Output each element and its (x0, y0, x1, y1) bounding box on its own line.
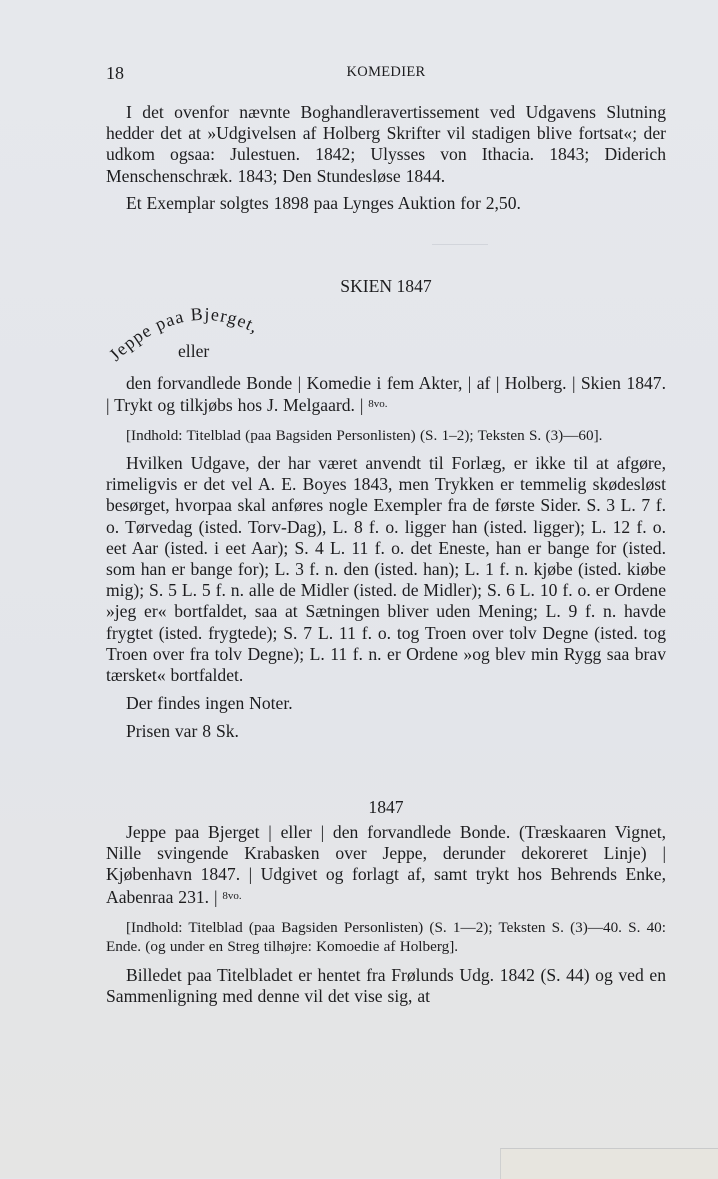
eller-line: eller (178, 341, 210, 361)
skien-section (106, 373, 666, 743)
skien-contents-note: [Indhold: Titelblad (paa Bagsiden Personlisten) (S. 1–2); Teksten S. (3)—60]. (126, 427, 603, 445)
1847-title-description (106, 822, 666, 908)
intro-paragraph-1: I det ovenfor nævnte Boghandleravertissement ved Udgavens Slutning hedder det at »Udgivelsen af Holberg Skrifter vil stadigen blive fortsat«; der udkom ogsaa: Julestuen. 1842; Ulysses von Ithacia. 1843; Diderich Menschenschræk. 1843; Den Stundesløse 1844. (106, 102, 666, 186)
section-1847 (106, 822, 666, 1007)
running-head (106, 63, 666, 87)
intro-section (106, 102, 666, 214)
skien-format: 8vo. (368, 398, 388, 411)
section-divider (432, 244, 488, 245)
skien-paragraph-3: Prisen var 8 Sk. (126, 721, 239, 742)
intro-paragraph-2: Et Exemplar solgtes 1898 paa Lynges Auktion for 2,50. (126, 192, 521, 213)
skien-paragraph-2: Der findes ingen Noter. (126, 693, 293, 714)
1847-paragraph-1: Billedet paa Titelbladet er hentet fra Frølunds Udg. 1842 (S. 44) og ved en Sammenligning med denne vil det vise sig, at (106, 964, 666, 1007)
1847-format: 8vo. (222, 889, 242, 902)
1847-contents-note: [Indhold: Titelblad (paa Bagsiden Personlisten) (S. 1—2); Teksten S. (3)—40. S. 40: Ende. (og under en Streg tilhøjre: Komoedie af Holberg]. (106, 918, 666, 956)
running-title: KOMEDIER (346, 64, 426, 80)
1847-title-line: Jeppe paa Bjerget | eller | den forvandlede Bonde. (Træskaaren Vignet, Nille svingende Krabasken over Jeppe, derunder dekoreret Linje) | Kjøbenhavn 1847. | Udgivet og forlagt af, samt trykt hos Behrends Enke, Aabenraa 231. | (106, 822, 666, 907)
skien-title-description (106, 373, 666, 416)
section-heading-1847: 1847 (368, 797, 404, 817)
page-edge-underlay (500, 1148, 718, 1179)
skien-paragraph-1: Hvilken Udgave, der har været anvendt til Forlæg, er ikke til at afgøre, rimeligvis er det vel A. E. Boyes 1843, men Trykken er temmelig skødesløst besørget, hvorpaa skal anføres nogle Exempler fra de første Sider. S. 3 L. 7 f. o. Tørvedag (isted. Torv-Dag), L. 8 f. o. ligger han (isted. ligger); L. 12 f. o. eet Aar (isted. i eet Aar); S. 4 L. 11 f. o. det Eneste, han er bange for (isted. som han er bange for); L. 3 f. n. den (isted. han); L. 1 f. n. kjøbe (isted. kiøbe mig); S. 5 L. 5 f. n. alle de Midler (isted. de Midler); S. 6 L. 10 f. o. er Ordene »jeg er« bortfaldet, saa at Sætningen bliver uden Mening; L. 9 f. n. havde frygtet (isted. frygtede); S. 7 L. 11 f. o. tog Troen over tolv Degne (isted. tog Troen over fra tolv Degne); L. 11 f. n. er Ordene »og blev min Rygg saa brav tærsket« bortfaldet. (106, 452, 666, 685)
page-number: 18 (106, 63, 124, 83)
skien-title-line: den forvandlede Bonde | Komedie i fem Akter, | af | Holberg. | Skien 1847. | Trykt og tilkjøbs hos J. Melgaard. | (106, 373, 666, 416)
svg-text:Jeppe paa Bjerget,: Jeppe paa Bjerget, (105, 303, 263, 365)
section-heading-skien: SKIEN 1847 (340, 276, 432, 296)
